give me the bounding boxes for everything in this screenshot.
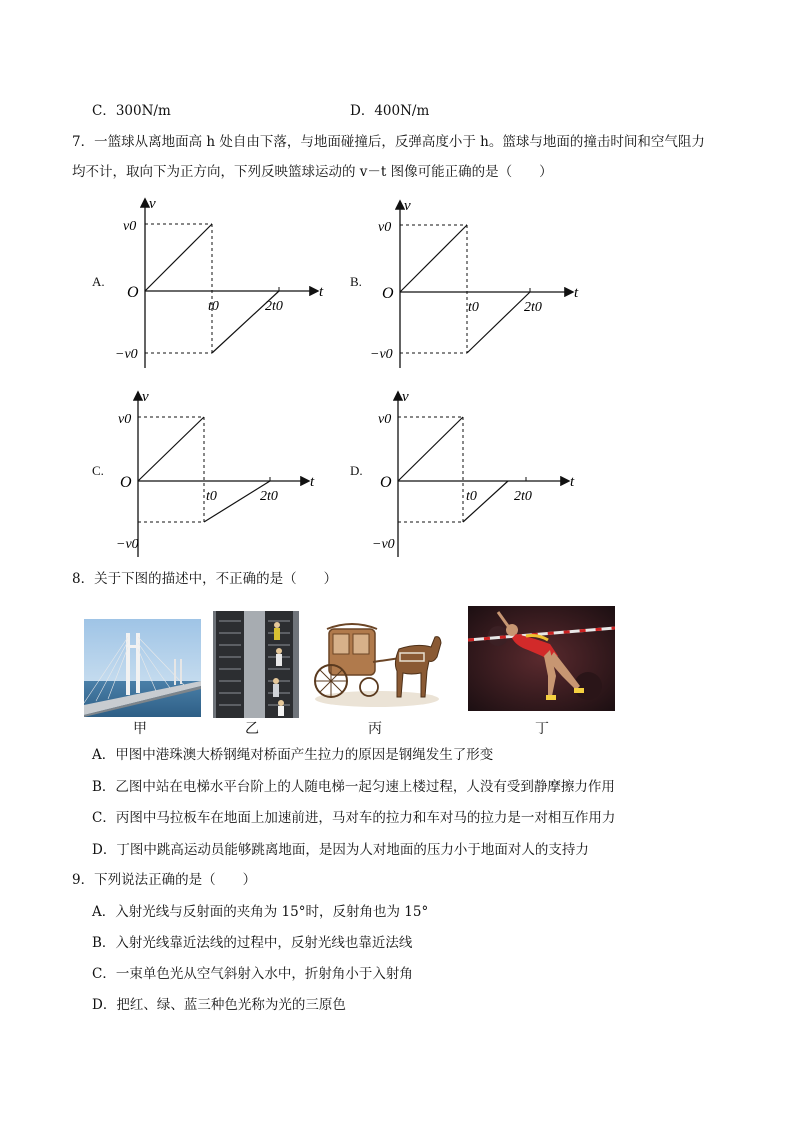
v-label: v	[142, 389, 149, 405]
origin-label: O	[380, 474, 392, 491]
t0-label: t0	[466, 489, 477, 504]
t-label: t	[570, 474, 575, 490]
vt-line	[400, 225, 467, 292]
vt-line	[398, 417, 463, 481]
q9-option-d: D．把红、绿、蓝三种色光称为光的三原色	[92, 997, 346, 1013]
t0-label: t0	[468, 300, 479, 315]
q8-option-a: A．甲图中港珠澳大桥钢绳对桥面产生拉力的原因是钢绳发生了形变	[92, 747, 494, 763]
graph-b-label: B.	[350, 274, 362, 289]
graph-d	[358, 385, 588, 560]
vt-line	[145, 224, 212, 291]
t0-label: t0	[206, 489, 217, 504]
t-label: t	[574, 285, 579, 301]
q9-option-c: C．一束单色光从空气斜射入水中，折射角小于入射角	[92, 966, 413, 982]
t0-label: t0	[208, 299, 219, 314]
q7-stem-line2: 均不计，取向下为正方向，下列反映篮球运动的 v－t 图像可能正确的是（ ）	[72, 164, 553, 180]
neg-v0-label: −v0	[370, 347, 393, 362]
q6-option-c: C．300N/m	[92, 103, 171, 119]
t-label: t	[319, 284, 324, 300]
origin-label: O	[382, 285, 394, 302]
q6-option-d: D．400N/m	[350, 103, 430, 119]
two-t0-label: 2t0	[514, 489, 532, 504]
graph-c-label: C.	[92, 463, 104, 478]
neg-v0-label: −v0	[115, 347, 138, 362]
neg-v0-label: −v0	[116, 537, 139, 552]
q8-stem: 8．关于下图的描述中，不正确的是（ ）	[72, 571, 338, 587]
photo-high-jump	[468, 606, 615, 711]
v0-label: v0	[118, 412, 132, 427]
photo-escalator	[213, 611, 299, 718]
caption-ding: 丁	[535, 721, 549, 737]
graph-a-label: A.	[92, 274, 105, 289]
q7-stem-line1: 7．一篮球从离地面高 h 处自由下落，与地面碰撞后，反弹高度小于 h。篮球与地面的撞击时间和空气阻力	[72, 134, 705, 150]
v-label: v	[402, 389, 409, 405]
caption-yi: 乙	[245, 721, 259, 737]
origin-label: O	[120, 474, 132, 491]
q8-option-c: C．丙图中马拉板车在地面上加速前进，马对车的拉力和车对马的拉力是一对相互作用力	[92, 810, 616, 826]
two-t0-label: 2t0	[524, 300, 542, 315]
two-t0-label: 2t0	[265, 299, 283, 314]
q9-option-b: B．入射光线靠近法线的过程中，反射光线也靠近法线	[92, 935, 413, 951]
graph-a	[105, 190, 335, 375]
photo-bridge	[84, 619, 201, 717]
graph-d-label: D.	[350, 463, 363, 478]
t-label: t	[310, 474, 315, 490]
origin-label: O	[127, 284, 139, 301]
q9-stem: 9．下列说法正确的是（ ）	[72, 872, 257, 888]
vt-line	[138, 417, 204, 481]
v0-label: v0	[378, 412, 392, 427]
neg-v0-label: −v0	[372, 537, 395, 552]
q8-option-d: D．丁图中跳高运动员能够跳离地面，是因为人对地面的压力小于地面对人的支持力	[92, 842, 589, 858]
v-label: v	[149, 196, 156, 212]
v0-label: v0	[378, 220, 392, 235]
v-label: v	[404, 198, 411, 214]
q8-option-b: B．乙图中站在电梯水平台阶上的人随电梯一起匀速上楼过程，人没有受到静摩擦力作用	[92, 779, 615, 795]
v0-label: v0	[123, 219, 137, 234]
graph-b	[360, 192, 590, 377]
caption-bing: 丙	[368, 721, 382, 737]
two-t0-label: 2t0	[260, 489, 278, 504]
graph-c	[100, 385, 330, 560]
q9-option-a: A．入射光线与反射面的夹角为 15°时，反射角也为 15°	[92, 904, 429, 920]
caption-jia: 甲	[133, 721, 147, 737]
photo-horse-cart	[307, 607, 447, 711]
